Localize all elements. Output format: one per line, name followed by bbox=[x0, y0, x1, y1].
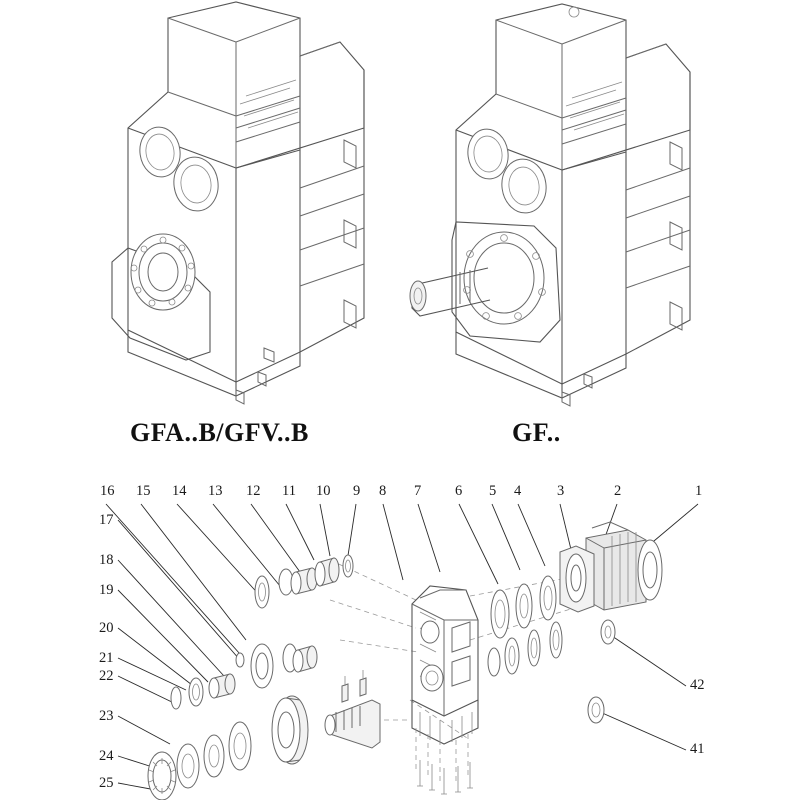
callout-17: 17 bbox=[99, 512, 114, 528]
callout-2: 2 bbox=[614, 483, 622, 499]
callout-3: 3 bbox=[557, 483, 565, 499]
callout-12: 12 bbox=[246, 483, 261, 499]
callout-20: 20 bbox=[99, 620, 114, 636]
callout-5: 5 bbox=[489, 483, 497, 499]
callout-42: 42 bbox=[690, 677, 705, 693]
callout-21: 21 bbox=[99, 650, 114, 666]
callout-13: 13 bbox=[208, 483, 223, 499]
callout-41: 41 bbox=[690, 741, 705, 757]
callout-4: 4 bbox=[514, 483, 522, 499]
callout-9: 9 bbox=[353, 483, 361, 499]
callout-25: 25 bbox=[99, 775, 114, 791]
callout-8: 8 bbox=[379, 483, 387, 499]
callout-10: 10 bbox=[316, 483, 331, 499]
callout-7: 7 bbox=[414, 483, 422, 499]
caption-left-view: GFA..B/GFV..B bbox=[130, 418, 309, 447]
callout-18: 18 bbox=[99, 552, 114, 568]
callout-15: 15 bbox=[136, 483, 151, 499]
callout-24: 24 bbox=[99, 748, 114, 764]
callout-6: 6 bbox=[455, 483, 463, 499]
callout-1: 1 bbox=[695, 483, 703, 499]
callout-11: 11 bbox=[282, 483, 296, 499]
callout-23: 23 bbox=[99, 708, 114, 724]
callout-16: 16 bbox=[100, 483, 115, 499]
callout-22: 22 bbox=[99, 668, 114, 684]
caption-right-view: GF.. bbox=[512, 418, 561, 447]
callout-14: 14 bbox=[172, 483, 187, 499]
callout-19: 19 bbox=[99, 582, 114, 598]
